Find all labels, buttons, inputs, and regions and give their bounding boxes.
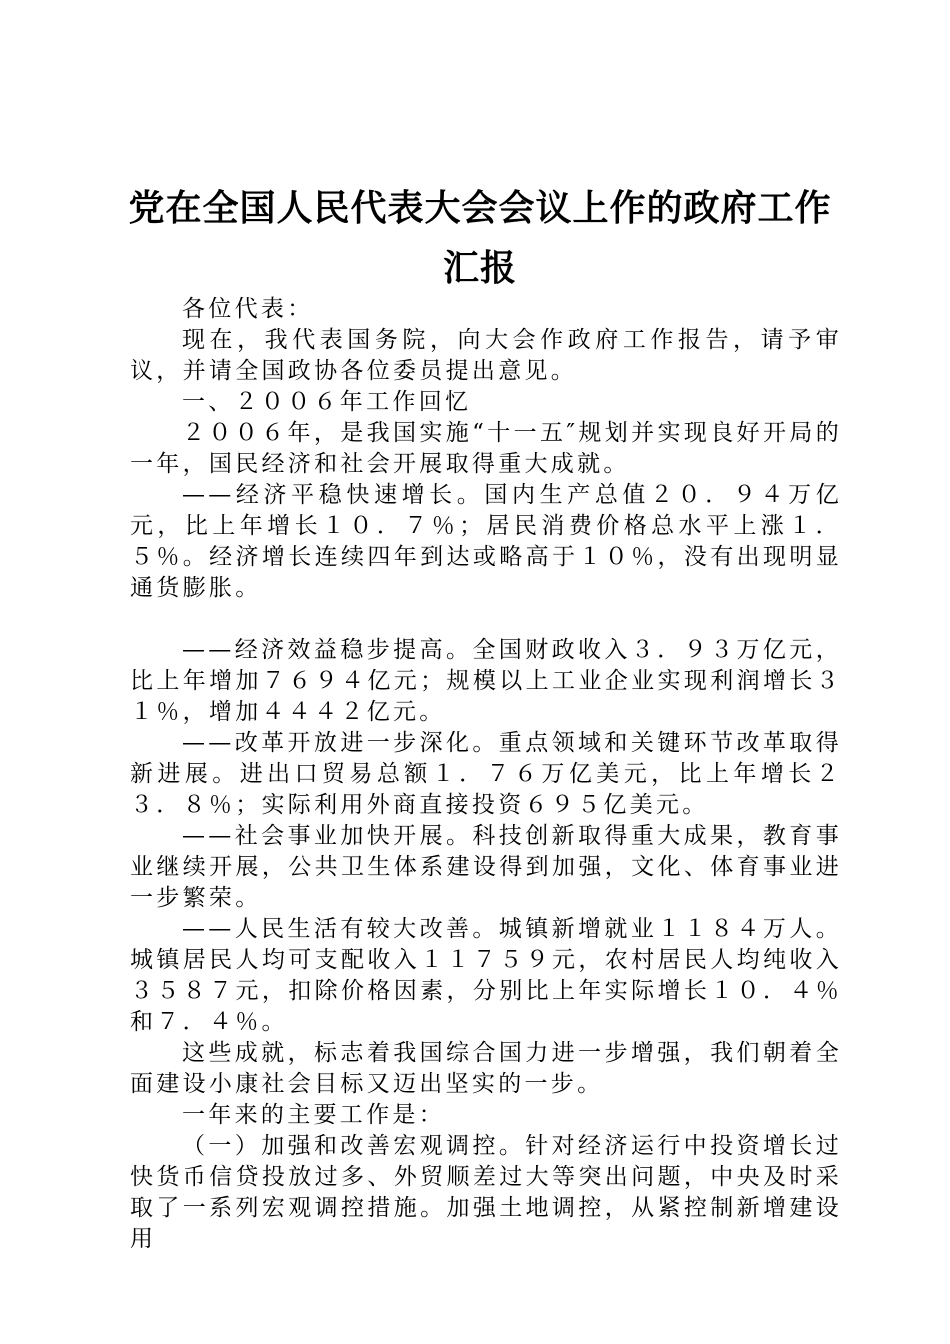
intro-paragraph: 现在，我代表国务院，向大会作政府工作报告，请予审议，并请全国政协各位委员提出意见。 (130, 327, 842, 384)
body-paragraph: 这些成就，标志着我国综合国力进一步增强，我们朝着全面建设小康社会目标又迈出坚实的一步。 (130, 1040, 842, 1097)
salutation-paragraph: 各位代表： (182, 296, 314, 322)
section-heading: 一、２００６年工作回忆 (182, 389, 472, 415)
document-title: 党在全国人民代表大会会议上作的政府工作汇报 (128, 187, 832, 289)
body-paragraph: ——经济效益稳步提高。全国财政收入３．９３万亿元，比上年增加７６９４亿元；规模以上工业企业实现利润增长３１％，增加４４４２亿元。 (130, 637, 842, 725)
body-paragraph: 一年来的主要工作是： (182, 1102, 445, 1128)
body-paragraph: ——人民生活有较大改善。城镇新增就业１１８４万人。城镇居民人均可支配收入１１７５９元，农村居民人均纯收入３５８７元，扣除价格因素，分别比上年实际增长１０．４％和７．４％。 (130, 916, 842, 1035)
body-paragraph: （一）加强和改善宏观调控。针对经济运行中投资增长过快货币信贷投放过多、外贸顺差过大等突出问题，中央及时采取了一系列宏观调控措施。加强土地调控，从紧控制新增建设用 (130, 1133, 842, 1252)
body-paragraph: ——改革开放进一步深化。重点领域和关键环节改革取得新进展。进出口贸易总额１．７６万亿美元，比上年增长２３．８％；实际利用外商直接投资６９５亿美元。 (130, 730, 842, 818)
document-body (130, 294, 842, 1255)
body-paragraph: ——社会事业加快开展。科技创新取得重大成果，教育事业继续开展，公共卫生体系建设得到加强，文化、体育事业进一步繁荣。 (130, 823, 842, 911)
body-paragraph: ——经济平稳快速增长。国内生产总值２０．９４万亿元，比上年增长１０．７％；居民消费价格总水平上涨１．５％。经济增长连续四年到达或略高于１０％，没有出现明显通货膨胀。 (130, 482, 842, 601)
body-paragraph: ２００６年，是我国实施“十一五″规划并实现良好开局的一年，国民经济和社会开展取得重大成就。 (130, 420, 842, 477)
